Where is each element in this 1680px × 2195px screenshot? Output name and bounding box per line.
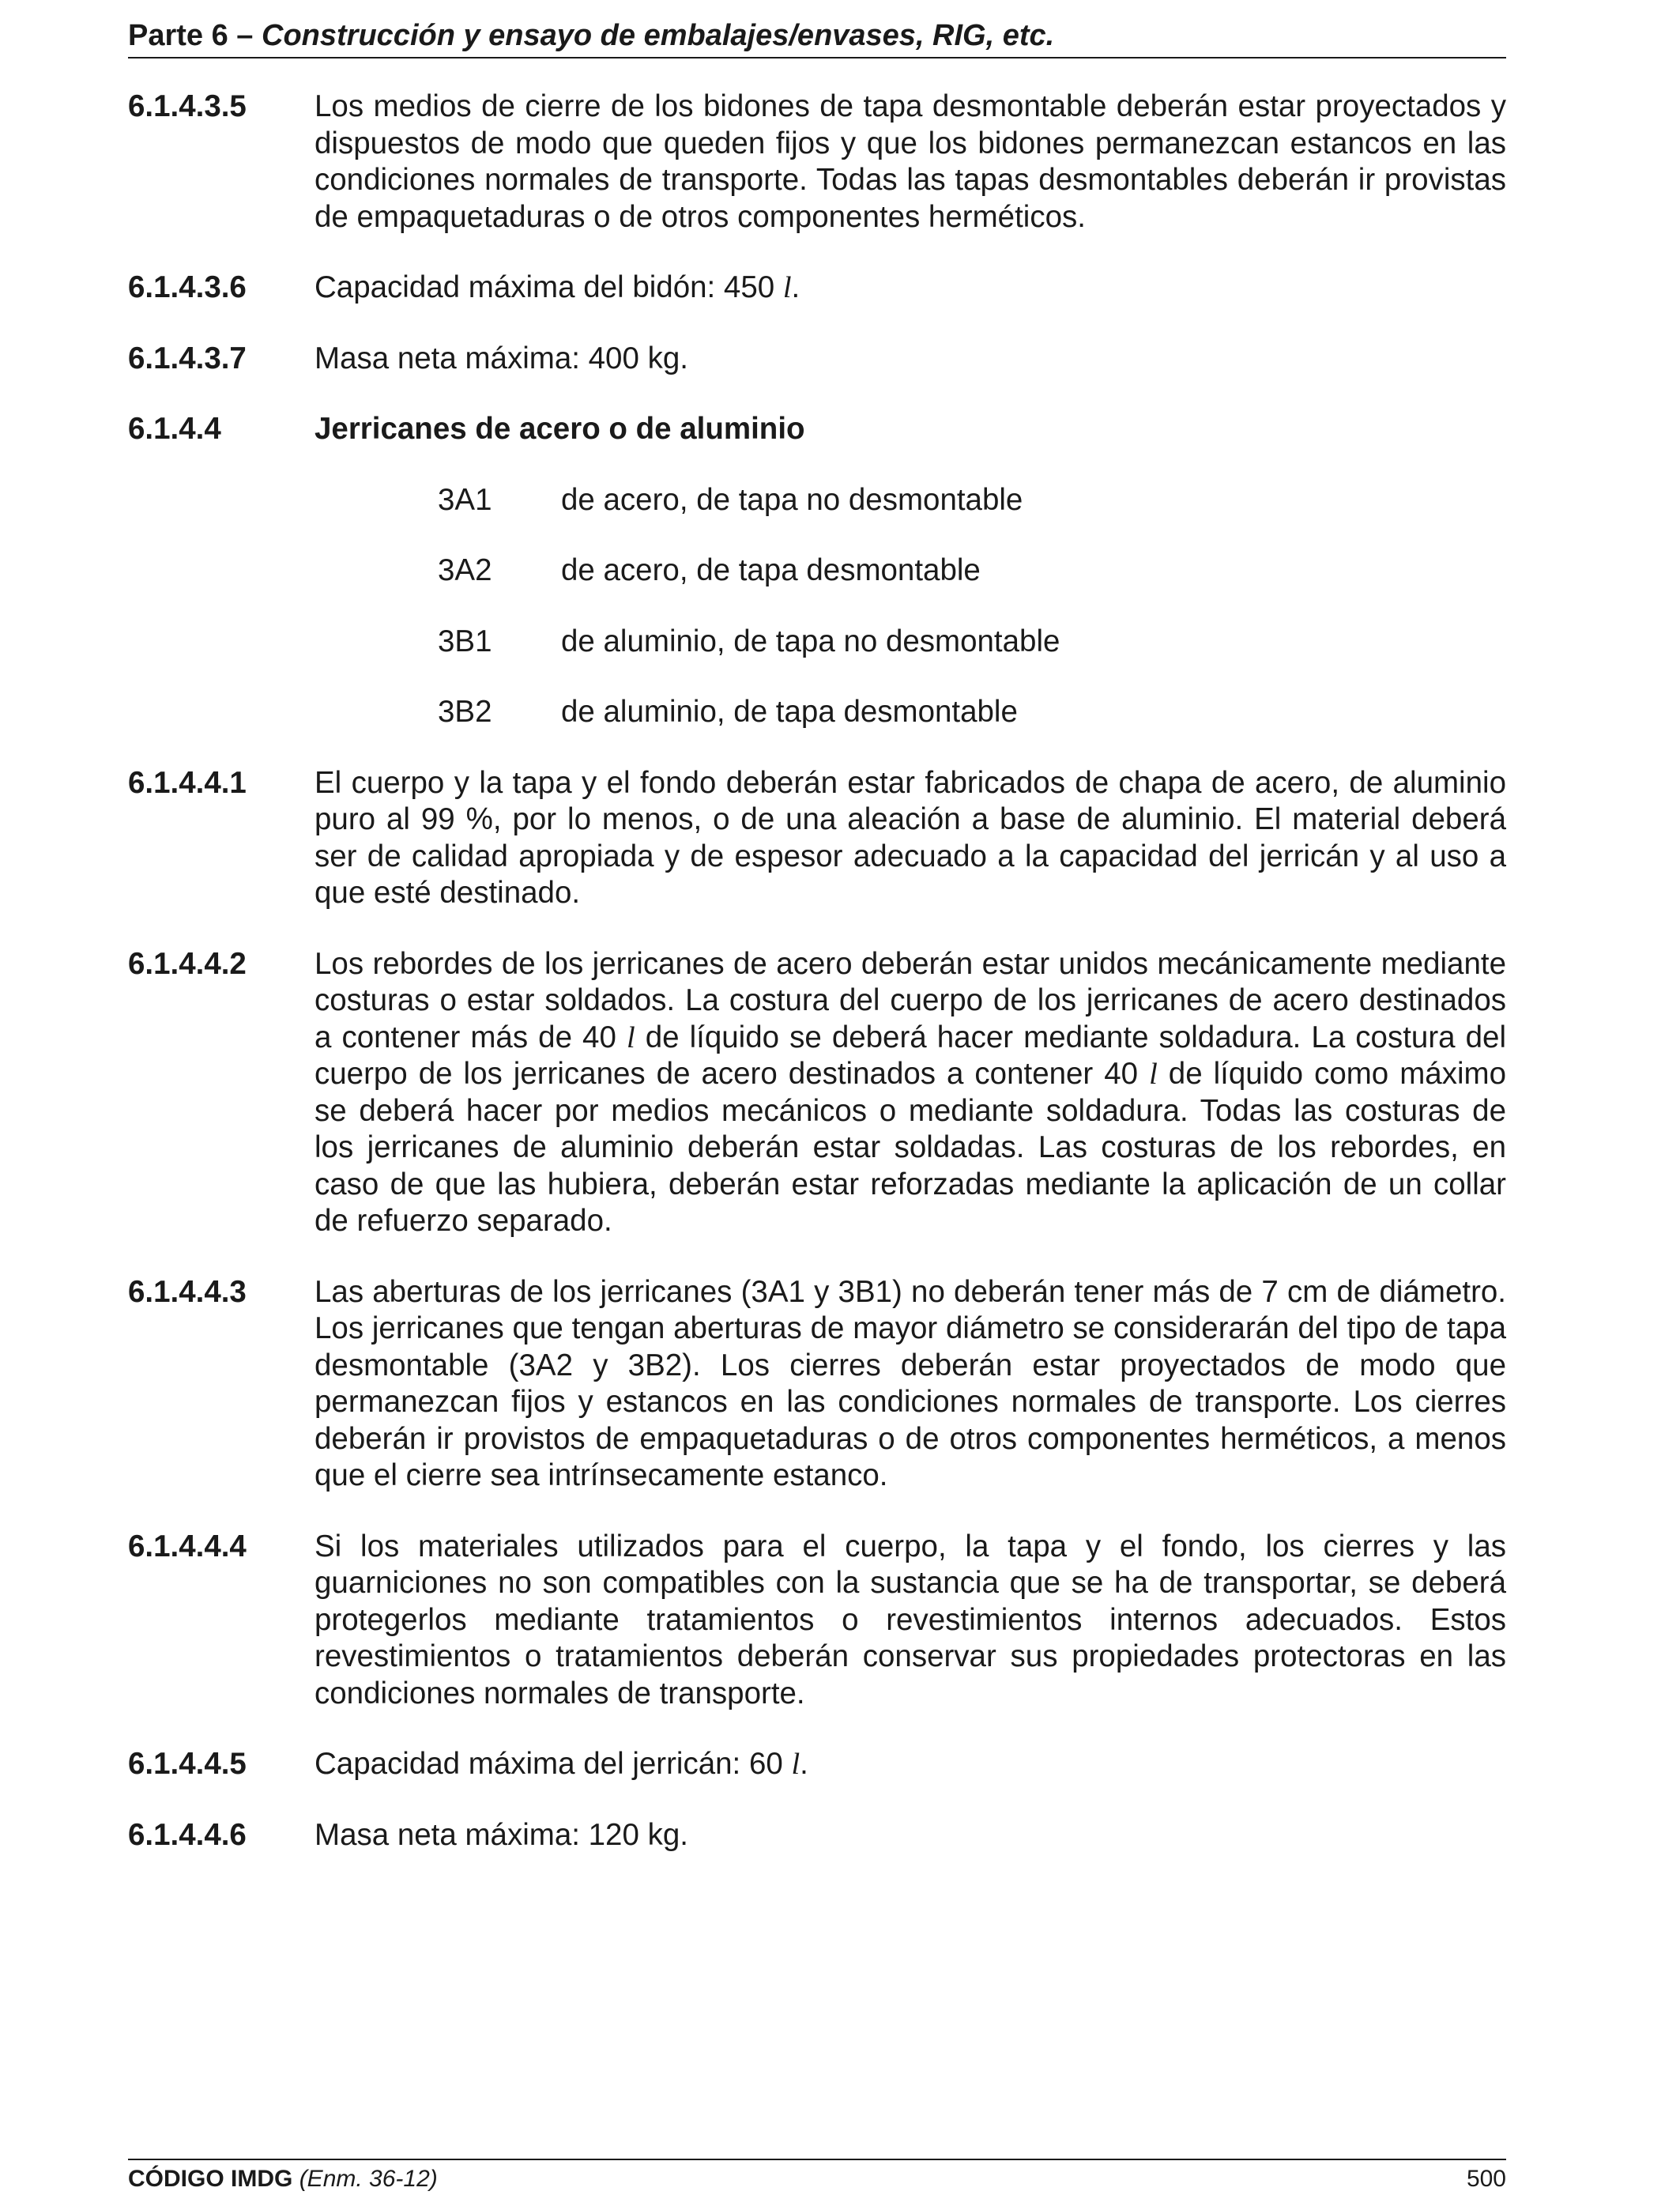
section-number: 6.1.4.4.4	[128, 1529, 247, 1563]
section-text: Masa neta máxima: 120 kg.	[315, 1817, 688, 1852]
section-6-1-4-4-5	[128, 1746, 1506, 1783]
section-6-1-4-4-6	[128, 1817, 1506, 1854]
section-6-1-4-3-7	[128, 341, 1506, 378]
section-number: 6.1.4.4.2	[128, 946, 247, 981]
text-before: Capacidad máxima del jerricán: 60	[315, 1747, 792, 1781]
section-text: Los medios de cierre de los bidones de tapa desmontable deberán estar proyectados y dispuestos de modo que queden fijos y que los bidones permanezcan estancos en las condiciones normales de transporte. Todas las tapas desmontables deberán ir provistas de empaquetaduras o de otros componentes herméticos.	[315, 89, 1506, 234]
code-label: 3A1	[438, 482, 492, 517]
section-number: 6.1.4.4.6	[128, 1817, 247, 1852]
code-description: de acero, de tapa no desmontable	[561, 482, 1023, 517]
section-6-1-4-4-1	[128, 765, 1506, 912]
unit-liter: l	[791, 1748, 800, 1781]
section-heading: Jerricanes de acero o de aluminio	[315, 412, 805, 446]
code-label: 3B1	[438, 624, 492, 658]
text-before: Capacidad máxima del bidón: 450	[315, 270, 783, 304]
code-list-item	[438, 694, 1506, 731]
code-list	[438, 482, 1506, 731]
section-number: 6.1.4.3.7	[128, 341, 247, 375]
section-number: 6.1.4.4.1	[128, 765, 247, 800]
section-number: 6.1.4.4	[128, 412, 221, 446]
header-part: Parte 6 –	[128, 19, 254, 52]
unit-liter: l	[1149, 1058, 1158, 1091]
unit-liter: l	[626, 1020, 635, 1054]
header-title: Construcción y ensayo de embalajes/envases, RIG, etc.	[262, 19, 1055, 52]
section-text: Masa neta máxima: 400 kg.	[315, 341, 688, 375]
section-number: 6.1.4.4.5	[128, 1747, 247, 1781]
section-6-1-4-4-4	[128, 1529, 1506, 1713]
section-6-1-4-3-5	[128, 89, 1506, 236]
text-part-3: de líquido como máximo se deberá hacer por medios mecánicos o mediante soldadura. Todas las costuras de los jerricanes de aluminio deberán estar soldadas. Las costuras de los rebordes, en caso de que las hubiera, deberán estar reforzadas mediante la aplicación de un collar de refuerzo separado.	[315, 1057, 1506, 1238]
page-header	[128, 14, 1506, 58]
section-6-1-4-4	[128, 411, 1506, 448]
footer-code-name: CÓDIGO IMDG	[128, 2166, 293, 2192]
section-text	[315, 946, 1506, 1240]
page-footer	[128, 2159, 1506, 2195]
code-description: de aluminio, de tapa desmontable	[561, 695, 1018, 729]
code-label: 3B2	[438, 695, 492, 729]
code-description: de aluminio, de tapa no desmontable	[561, 624, 1060, 658]
page-content	[128, 89, 1506, 1888]
footer-source	[128, 2163, 438, 2195]
section-6-1-4-4-2	[128, 946, 1506, 1240]
section-number: 6.1.4.3.6	[128, 270, 247, 304]
section-number: 6.1.4.4.3	[128, 1274, 247, 1309]
code-list-item	[438, 553, 1506, 590]
footer-amendment: (Enm. 36-12)	[299, 2166, 438, 2192]
section-text: Si los materiales utilizados para el cuerpo, la tapa y el fondo, los cierres y las guarniciones no son compatibles con la sustancia que se ha de transportar, se deberá protegerlos mediante tratamientos o revestimientos internos adecuados. Estos revestimientos o tratamientos deberán conservar sus propiedades protectoras en las condiciones normales de transporte.	[315, 1529, 1506, 1710]
text-after: .	[791, 270, 800, 304]
code-description: de acero, de tapa desmontable	[561, 553, 981, 587]
section-6-1-4-4-3	[128, 1274, 1506, 1495]
code-list-item	[438, 482, 1506, 519]
section-text: El cuerpo y la tapa y el fondo deberán estar fabricados de chapa de acero, de aluminio puro al 99 %, por lo menos, o de una aleación a base de aluminio. El material deberá ser de calidad apropiada y de espesor adecuado a la capacidad del jerricán y al uso a que esté destinado.	[315, 765, 1506, 910]
section-text	[315, 270, 1506, 307]
section-text: Las aberturas de los jerricanes (3A1 y 3B1) no deberán tener más de 7 cm de diámetro. Los jerricanes que tengan aberturas de mayor diámetro se considerarán del tipo de tapa desmontable (3A2 y 3B2). Los cierres deberán estar proyectados de modo que permanezcan fijos y estancos en las condiciones normales de transporte. Los cierres deberán ir provistos de empaquetaduras o de otros componentes herméticos, a menos que el cierre sea intrínsecamente estanco.	[315, 1274, 1506, 1492]
page-number: 500	[1466, 2166, 1506, 2192]
text-part-1: Los rebordes de los jerricanes de acero deberán estar unidos mecánicamente mediante costuras o estar soldados. La costura del cuerpo de los jerricanes de acero destinados a contener más de 40	[315, 946, 1506, 1054]
section-text	[315, 1746, 1506, 1783]
text-part-2: de líquido se deberá hacer mediante soldadura. La costura del cuerpo de los jerricanes de acero destinados a contener 40	[315, 1020, 1507, 1091]
code-label: 3A2	[438, 553, 492, 587]
section-number: 6.1.4.3.5	[128, 89, 247, 123]
code-list-item	[438, 624, 1506, 661]
section-6-1-4-3-6	[128, 270, 1506, 307]
unit-liter: l	[782, 271, 792, 304]
text-after: .	[800, 1747, 808, 1781]
